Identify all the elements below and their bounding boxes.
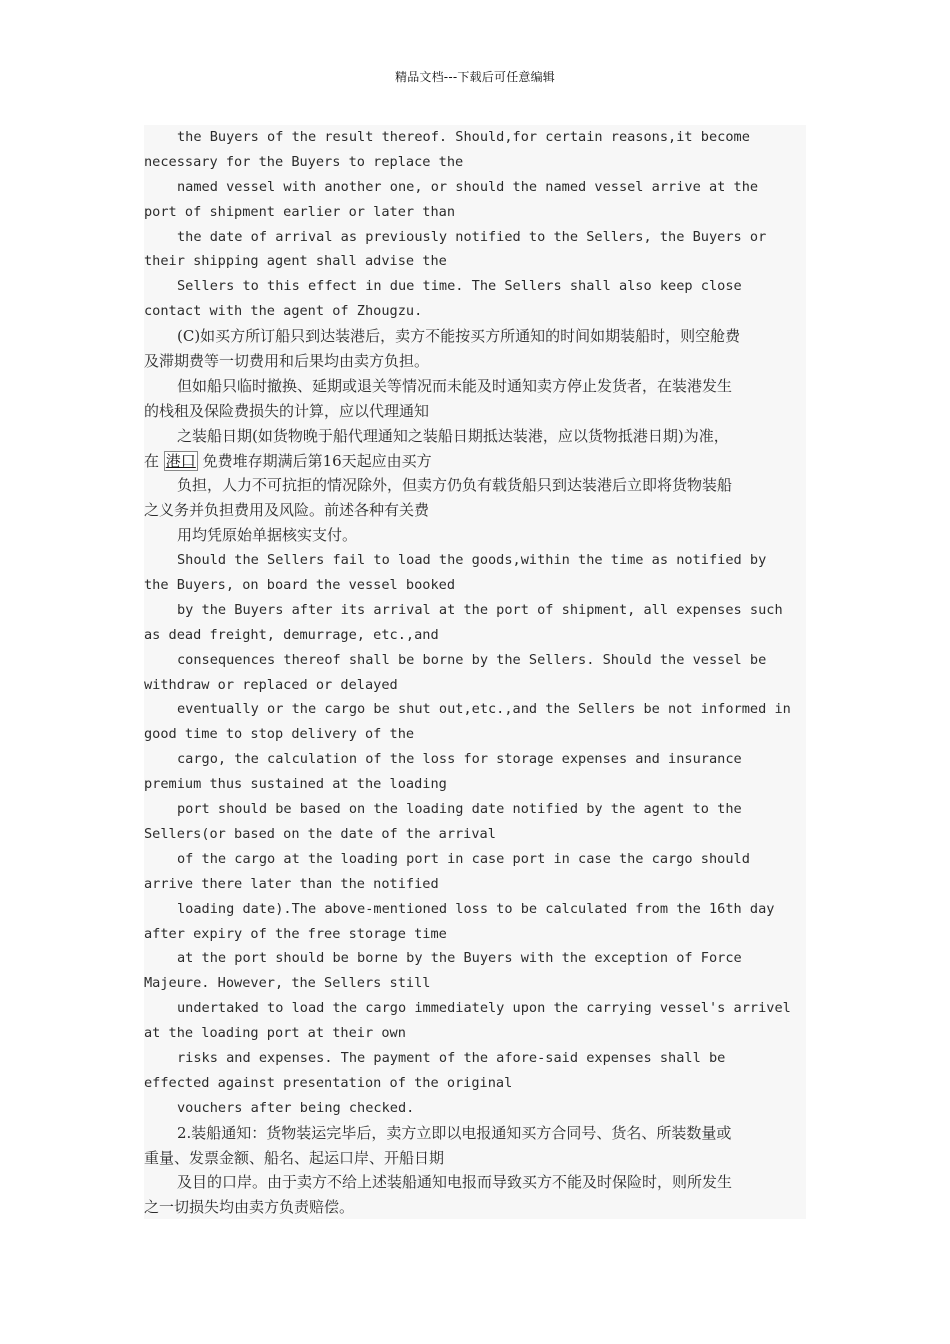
text-line: arrive there later than the notified — [144, 875, 439, 892]
text-line: effected against presentation of the original — [144, 1074, 513, 1091]
text-line: 重量、发票金额、船名、起运口岸、开船日期 — [144, 1148, 445, 1167]
text-line: the Buyers, on board the vessel booked — [144, 577, 455, 594]
text-line: 的栈租及保险费损失的计算，应以代理通知 — [144, 401, 430, 420]
text-line: cargo, the calculation of the loss for storage expenses and insurance — [177, 751, 742, 768]
page-header: 精品文档---下载后可任意编辑 — [395, 70, 555, 84]
text-line: after expiry of the free storage time — [144, 925, 447, 942]
text-line: by the Buyers after its arrival at the port of shipment, all expenses such — [177, 601, 783, 618]
text-line: risks and expenses. The payment of the afore-said expenses shall be — [177, 1049, 726, 1066]
text-line-prefix: 在 — [144, 451, 164, 470]
text-line: withdraw or replaced or delayed — [144, 676, 398, 693]
text-line: 用均凭原始单据核实支付。 — [177, 526, 358, 545]
text-line: necessary for the Buyers to replace the — [144, 153, 464, 170]
text-line: the Buyers of the result thereof. Should,for certain reasons,it become — [177, 129, 750, 145]
text-line: at the port should be borne by the Buyers with the exception of Force — [177, 950, 742, 967]
text-line: Should the Sellers fail to load the goods,within the time as notified by — [177, 552, 767, 569]
text-line: premium thus sustained at the loading — [144, 776, 447, 793]
text-line: the date of arrival as previously notified to the Sellers, the Buyers or — [177, 228, 767, 245]
text-line: 之义务并负担费用及风险。前述各种有关费 — [144, 501, 430, 520]
text-line: undertaked to load the cargo immediately upon the carrying vessel's arrivel — [177, 1000, 791, 1017]
port-link[interactable]: 港口 — [165, 451, 196, 470]
text-line — [144, 449, 806, 474]
text-line: 之一切损失均由卖方负责赔偿。 — [144, 1198, 355, 1217]
text-line: loading date).The above-mentioned loss to be calculated from the 16th day — [177, 900, 775, 917]
text-line: Sellers(or based on the date of the arrival — [144, 825, 496, 842]
text-line: 但如船只临时撤换、延期或退关等情况而未能及时通知卖方停止发货者，在装港发生 — [177, 376, 733, 395]
text-line: as dead freight, demurrage, etc.,and — [144, 626, 439, 643]
document-body — [144, 125, 806, 1219]
text-line: contact with the agent of Zhougzu. — [144, 303, 423, 320]
text-line: (C)如买方所订船只到达装港后，卖方不能按买方所通知的时间如期装船时，则空舱费 — [177, 327, 741, 346]
text-line: 负担，人力不可抗拒的情况除外，但卖方仍负有载货船只到达装港后立即将货物装船 — [177, 476, 733, 495]
text-line: good time to stop delivery of the — [144, 726, 415, 743]
text-line: at the loading port at their own — [144, 1025, 406, 1042]
text-line: port of shipment earlier or later than — [144, 203, 455, 220]
text-line: of the cargo at the loading port in case port in case the cargo should — [177, 850, 750, 867]
text-line: 2.装船通知：货物装运完毕后，卖方立即以电报通知买方合同号、货名、所装数量或 — [177, 1123, 732, 1142]
text-line: port should be based on the loading date notified by the agent to the — [177, 801, 742, 818]
text-line: named vessel with another one, or should the named vessel arrive at the — [177, 178, 759, 195]
text-line-suffix: 免费堆存期满后第16天起应由买方 — [197, 451, 432, 470]
text-line: their shipping agent shall advise the — [144, 253, 447, 270]
text-line: eventually or the cargo be shut out,etc.,and the Sellers be not informed in — [177, 701, 791, 718]
text-line: Majeure. However, the Sellers still — [144, 975, 431, 992]
text-line: 及滞期费等一切费用和后果均由卖方负担。 — [144, 352, 430, 371]
text-line: 之装船日期(如货物晚于船代理通知之装船日期抵达装港，应以货物抵港日期)为准， — [177, 426, 729, 445]
text-line: 及目的口岸。由于卖方不给上述装船通知电报而导致买方不能及时保险时，则所发生 — [177, 1173, 733, 1192]
text-line: vouchers after being checked. — [177, 1099, 415, 1116]
text-line: Sellers to this effect in due time. The Sellers shall also keep close — [177, 278, 742, 295]
text-line: consequences thereof shall be borne by the Sellers. Should the vessel be — [177, 651, 767, 668]
